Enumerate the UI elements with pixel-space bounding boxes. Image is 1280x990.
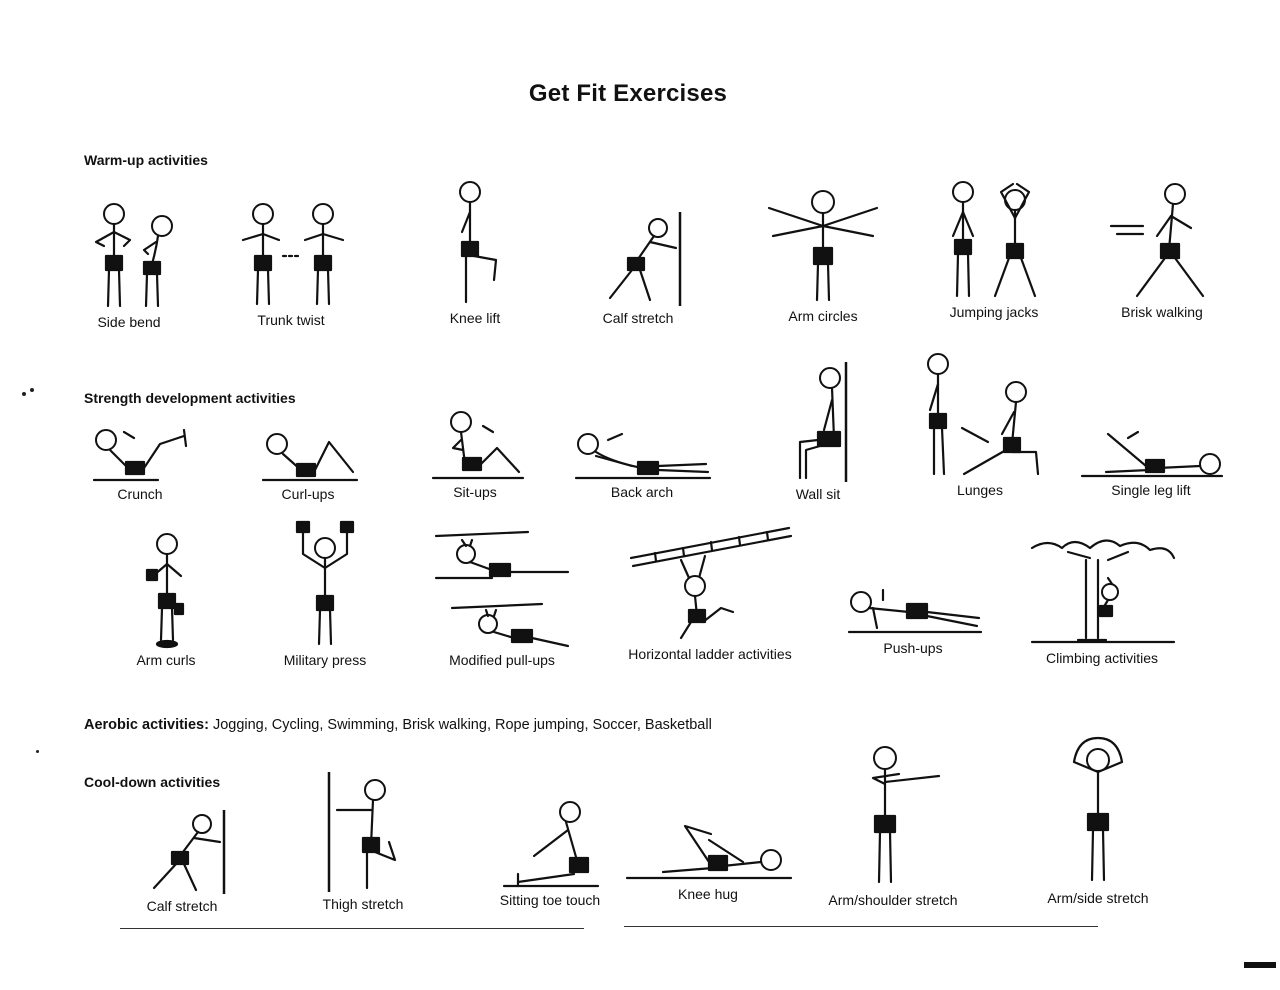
calf-stretch-illustration [588, 210, 688, 308]
push-ups-illustration [843, 582, 983, 638]
exercise-label: Military press [283, 652, 367, 668]
climbing-illustration [1028, 534, 1176, 648]
exercise-sitting-toe-touch [490, 794, 610, 908]
exercise-climbing [1022, 534, 1182, 666]
exercise-label: Wall sit [795, 486, 841, 502]
cooldown-heading: Cool-down activities [84, 774, 221, 790]
bottom-rule-right [624, 926, 1098, 927]
exercise-label: Push-ups [883, 640, 943, 656]
lunges-illustration [916, 350, 1044, 480]
exercise-label: Trunk twist [257, 312, 325, 328]
aerobic-list: Jogging, Cycling, Swimming, Brisk walking, Rope jumping, Soccer, Basketball [212, 717, 712, 733]
thigh-stretch-illustration [323, 770, 403, 894]
scan-speck [22, 392, 26, 396]
exercise-label: Sitting toe touch [499, 892, 601, 908]
side-bend-illustration [74, 200, 184, 312]
exercise-curl-ups [252, 426, 364, 502]
back-arch-illustration [572, 426, 712, 482]
arm-shoulder-stretch-illustration [843, 742, 943, 890]
exercise-label: Crunch [117, 486, 163, 502]
exercise-label: Sit-ups [453, 484, 497, 500]
knee-lift-illustration [440, 180, 510, 308]
exercise-label: Calf stretch [602, 310, 674, 326]
exercise-knee-hug [622, 820, 794, 902]
exercise-label: Back arch [610, 484, 674, 500]
exercise-horizontal-ladder [612, 520, 808, 662]
exercise-label: Arm/side stretch [1047, 890, 1149, 906]
exercise-back-arch [570, 426, 714, 500]
exercise-push-ups [840, 582, 986, 656]
exercise-label: Horizontal ladder activities [628, 646, 792, 662]
strength-heading: Strength development activities [84, 390, 296, 406]
crunch-illustration [88, 424, 192, 484]
exercise-lunges [916, 350, 1044, 498]
exercise-jumping-jacks [934, 178, 1054, 320]
exercise-cooldown-calf-stretch [124, 808, 240, 914]
exercise-label: Modified pull-ups [449, 652, 555, 668]
exercise-brisk-walking [1102, 180, 1222, 320]
jumping-jacks-illustration [939, 178, 1049, 302]
arm-side-stretch-illustration [1058, 734, 1138, 888]
horizontal-ladder-illustration [625, 520, 795, 644]
brisk-walking-illustration [1107, 180, 1217, 302]
exercise-side-bend [64, 200, 194, 330]
warmup-heading: Warm-up activities [84, 152, 208, 168]
exercise-label: Arm circles [788, 308, 858, 324]
exercise-single-leg-lift [1076, 428, 1226, 498]
exercise-label: Thigh stretch [322, 896, 404, 912]
modified-pull-ups-illustration [432, 528, 572, 650]
arm-curls-illustration [131, 530, 201, 650]
scan-edge-mark [1244, 962, 1276, 968]
military-press-illustration [285, 518, 365, 650]
exercise-label: Calf stretch [146, 898, 218, 914]
exercise-wall-sit [780, 360, 856, 502]
page-title: Get Fit Exercises [528, 80, 728, 107]
exercise-knee-lift [420, 180, 530, 326]
exercise-label: Arm curls [136, 652, 196, 668]
exercise-trunk-twist [226, 200, 356, 328]
curl-ups-illustration [257, 426, 359, 484]
exercise-label: Climbing activities [1045, 650, 1159, 666]
exercise-label: Knee lift [449, 310, 501, 326]
exercise-sit-ups [420, 408, 530, 500]
exercise-label: Jumping jacks [949, 304, 1039, 320]
scan-speck [30, 388, 34, 392]
single-leg-lift-illustration [1078, 428, 1224, 480]
exercise-label: Brisk walking [1121, 304, 1203, 320]
bottom-rule-left [120, 928, 584, 929]
exercise-arm-shoulder-stretch [818, 742, 968, 908]
aerobic-heading: Aerobic activities: [84, 717, 209, 733]
exercise-military-press [270, 518, 380, 668]
exercise-calf-stretch [578, 210, 698, 326]
exercise-thigh-stretch [306, 770, 420, 912]
knee-hug-illustration [623, 820, 793, 884]
exercise-label: Curl-ups [281, 486, 335, 502]
trunk-twist-illustration [231, 200, 351, 310]
arm-circles-illustration [763, 186, 883, 306]
exercise-label: Single leg lift [1111, 482, 1191, 498]
exercise-modified-pull-ups [414, 528, 590, 668]
aerobic-line [84, 717, 712, 733]
sit-ups-illustration [423, 408, 527, 482]
wall-sit-illustration [786, 360, 850, 484]
exercise-label: Arm/shoulder stretch [828, 892, 958, 908]
cooldown-calf-stretch-illustration [132, 808, 232, 896]
exercise-crunch [80, 424, 200, 502]
exercise-label: Side bend [97, 314, 161, 330]
scan-speck [36, 750, 39, 753]
exercise-arm-curls [114, 530, 218, 668]
exercise-label: Lunges [957, 482, 1003, 498]
exercise-label: Knee hug [678, 886, 738, 902]
exercise-arm-circles [760, 186, 886, 324]
exercise-arm-side-stretch [1032, 734, 1164, 906]
sitting-toe-touch-illustration [498, 794, 602, 890]
